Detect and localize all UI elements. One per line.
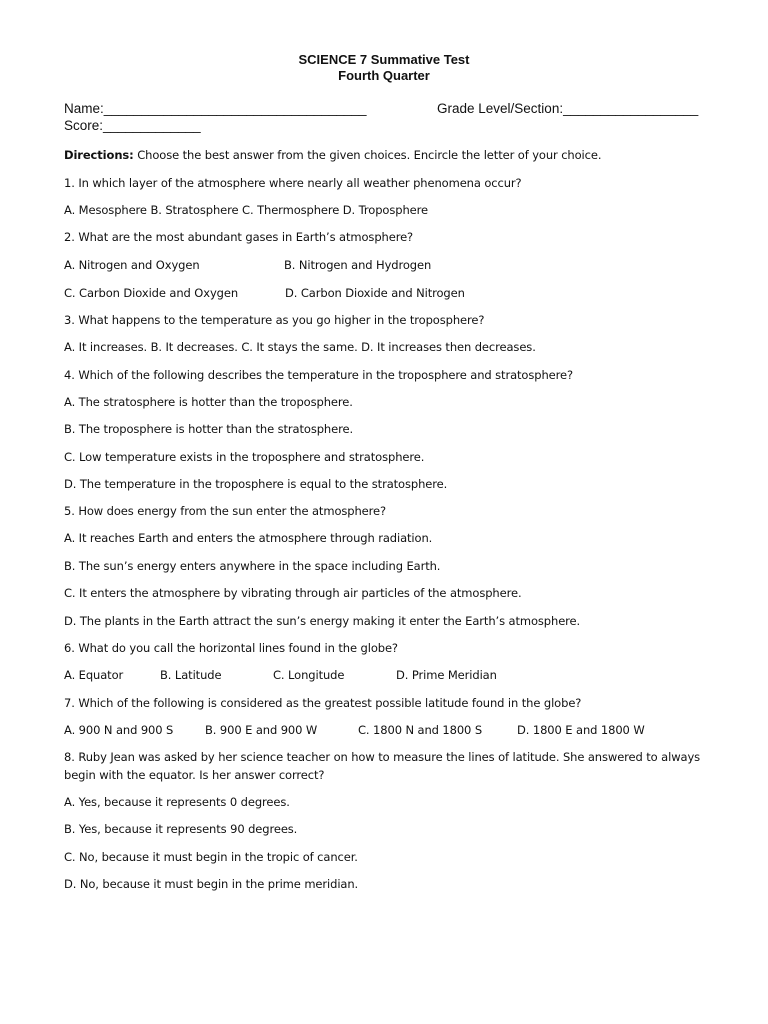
name-field: Name:___________________________________ [64,101,367,116]
question-6-choice-d: D. Prime Meridian [396,668,497,682]
question-3: 3. What happens to the temperature as you go higher in the troposphere? [64,313,485,327]
question-7: 7. Which of the following is considered as the greatest possible latitude found in the globe? [64,696,582,710]
question-8-choice-d: D. No, because it must begin in the prime meridian. [64,877,359,891]
question-5-choice-c: C. It enters the atmosphere by vibrating through air particles of the atmosphere. [64,586,522,600]
question-2-choice-b: B. Nitrogen and Hydrogen [284,258,432,272]
question-6-choice-c: C. Longitude [273,668,345,682]
question-2-choice-c: C. Carbon Dioxide and Oxygen [64,286,239,300]
score-field: Score:_____________ [64,118,201,133]
question-6-choice-a: A. Equator [64,668,124,682]
directions [64,148,601,163]
question-4-choice-a: A. The stratosphere is hotter than the troposphere. [64,395,353,409]
question-7-choice-c: C. 1800 N and 1800 S [358,723,483,737]
grade-level-section-field: Grade Level/Section:__________________ [437,101,699,116]
question-4-choice-d: D. The temperature in the troposphere is equal to the stratosphere. [64,477,448,491]
question-8-choice-b: B. Yes, because it represents 90 degrees. [64,822,298,836]
directions-text: Choose the best answer from the given choices. Encircle the letter of your choice. [133,148,602,162]
question-3-choices: A. It increases. B. It decreases. C. It stays the same. D. It increases then decreases. [64,340,536,354]
question-5-choice-b: B. The sun’s energy enters anywhere in the space including Earth. [64,559,441,573]
question-5-choice-d: D. The plants in the Earth attract the sun’s energy making it enter the Earth’s atmosphere. [64,614,581,628]
test-title: SCIENCE 7 Summative Test [298,52,470,67]
question-2-choice-a: A. Nitrogen and Oxygen [64,258,200,272]
question-2-choice-d: D. Carbon Dioxide and Nitrogen [285,286,465,300]
question-1: 1. In which layer of the atmosphere where nearly all weather phenomena occur? [64,176,522,190]
question-4: 4. Which of the following describes the temperature in the troposphere and stratosphere? [64,368,573,382]
question-8-choice-c: C. No, because it must begin in the tropic of cancer. [64,850,358,864]
question-6-choice-b: B. Latitude [160,668,222,682]
directions-label: Directions: [64,148,134,162]
question-2: 2. What are the most abundant gases in Earth’s atmosphere? [64,230,414,244]
question-8: 8. Ruby Jean was asked by her science teacher on how to measure the lines of latitude. She answered to always begin with the equator. Is her answer correct? [64,750,701,782]
question-5-choice-a: A. It reaches Earth and enters the atmosphere through radiation. [64,531,433,545]
question-1-choices: A. Mesosphere B. Stratosphere C. Thermosphere D. Troposphere [64,203,428,217]
test-subtitle: Fourth Quarter [338,68,430,83]
question-4-choice-c: C. Low temperature exists in the troposphere and stratosphere. [64,450,425,464]
question-7-choice-b: B. 900 E and 900 W [205,723,318,737]
question-5: 5. How does energy from the sun enter the atmosphere? [64,504,386,518]
question-6: 6. What do you call the horizontal lines found in the globe? [64,641,398,655]
question-7-choice-d: D. 1800 E and 1800 W [517,723,645,737]
question-7-choice-a: A. 900 N and 900 S [64,723,174,737]
question-8-choice-a: A. Yes, because it represents 0 degrees. [64,795,290,809]
question-4-choice-b: B. The troposphere is hotter than the stratosphere. [64,422,354,436]
